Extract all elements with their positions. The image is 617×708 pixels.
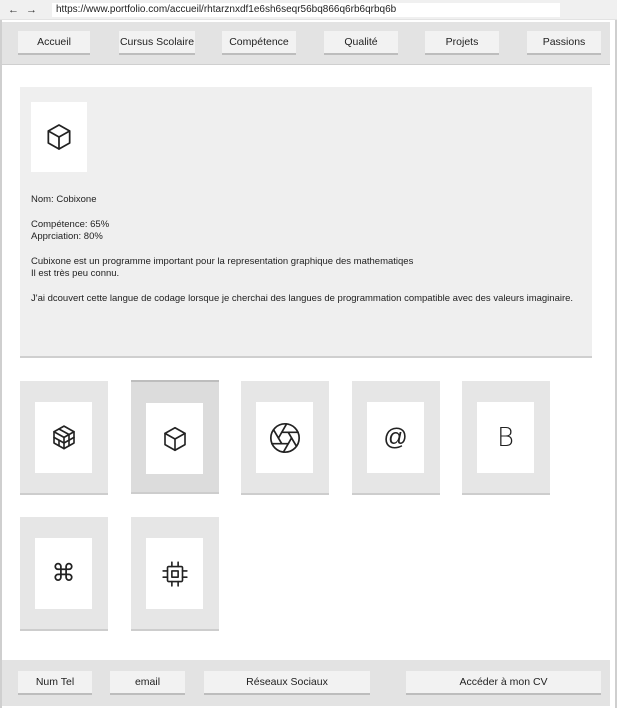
at-sign-icon: @ — [383, 423, 408, 451]
nav-competence-button[interactable]: Compétence — [222, 31, 296, 55]
skill-competence: Compétence: 65% — [31, 219, 110, 230]
skill-detail-card — [20, 87, 592, 358]
boxes-icon — [49, 423, 79, 453]
tile-icon-box — [146, 403, 203, 474]
skill-detail-icon-box — [31, 102, 87, 172]
cube-icon — [160, 424, 190, 454]
skill-appreciation: Apprciation: 80% — [31, 231, 103, 242]
aperture-icon — [268, 421, 302, 455]
cpu-chip-icon — [160, 559, 190, 589]
skill-story: J'ai dcouvert cette langue de codage lorsque je cherchai des langues de programmation compatible avec des valeurs imaginaire. — [31, 293, 574, 304]
nav-accueil-button[interactable]: Accueil — [18, 31, 90, 55]
skill-tile-at[interactable] — [352, 381, 440, 495]
tile-icon-box — [146, 538, 203, 609]
skill-tile-aperture[interactable] — [241, 381, 329, 495]
skill-description-line1: Cubixone est un programme important pour la representation graphique des mathematiqes — [31, 256, 414, 267]
tile-icon-box — [477, 402, 534, 473]
forward-arrow-icon[interactable]: → — [26, 4, 37, 16]
tile-icon-box — [35, 402, 92, 473]
nav-qualite-button[interactable]: Qualité — [324, 31, 398, 55]
back-arrow-icon[interactable]: ← — [8, 4, 19, 16]
letter-b-icon: B — [496, 422, 515, 453]
email-button[interactable]: email — [110, 671, 185, 695]
skill-tile-cube[interactable] — [131, 380, 219, 494]
browser-url-bar — [0, 0, 617, 20]
tile-icon-box — [367, 402, 424, 473]
skill-tile-boxes[interactable] — [20, 381, 108, 495]
cube-icon — [43, 121, 75, 153]
cv-button[interactable]: Accéder à mon CV — [406, 671, 601, 695]
tile-icon-box — [256, 402, 313, 473]
nav-projets-button[interactable]: Projets — [425, 31, 499, 55]
nav-cursus-button[interactable]: Cursus Scolaire — [119, 31, 195, 55]
skill-name: Nom: Cobixone — [31, 194, 97, 205]
skill-tile-command[interactable] — [20, 517, 108, 631]
nav-passions-button[interactable]: Passions — [527, 31, 601, 55]
skill-tile-cpu[interactable] — [131, 517, 219, 631]
address-input[interactable] — [52, 3, 560, 17]
skill-tile-b[interactable] — [462, 381, 550, 495]
skill-description-line2: Il est très peu connu. — [31, 268, 120, 279]
social-networks-button[interactable]: Réseaux Sociaux — [204, 671, 370, 695]
footer-bar — [2, 660, 610, 706]
command-icon: ⌘ — [51, 559, 76, 587]
tile-icon-box — [35, 538, 92, 609]
top-navigation — [2, 22, 610, 65]
phone-button[interactable]: Num Tel — [18, 671, 92, 695]
